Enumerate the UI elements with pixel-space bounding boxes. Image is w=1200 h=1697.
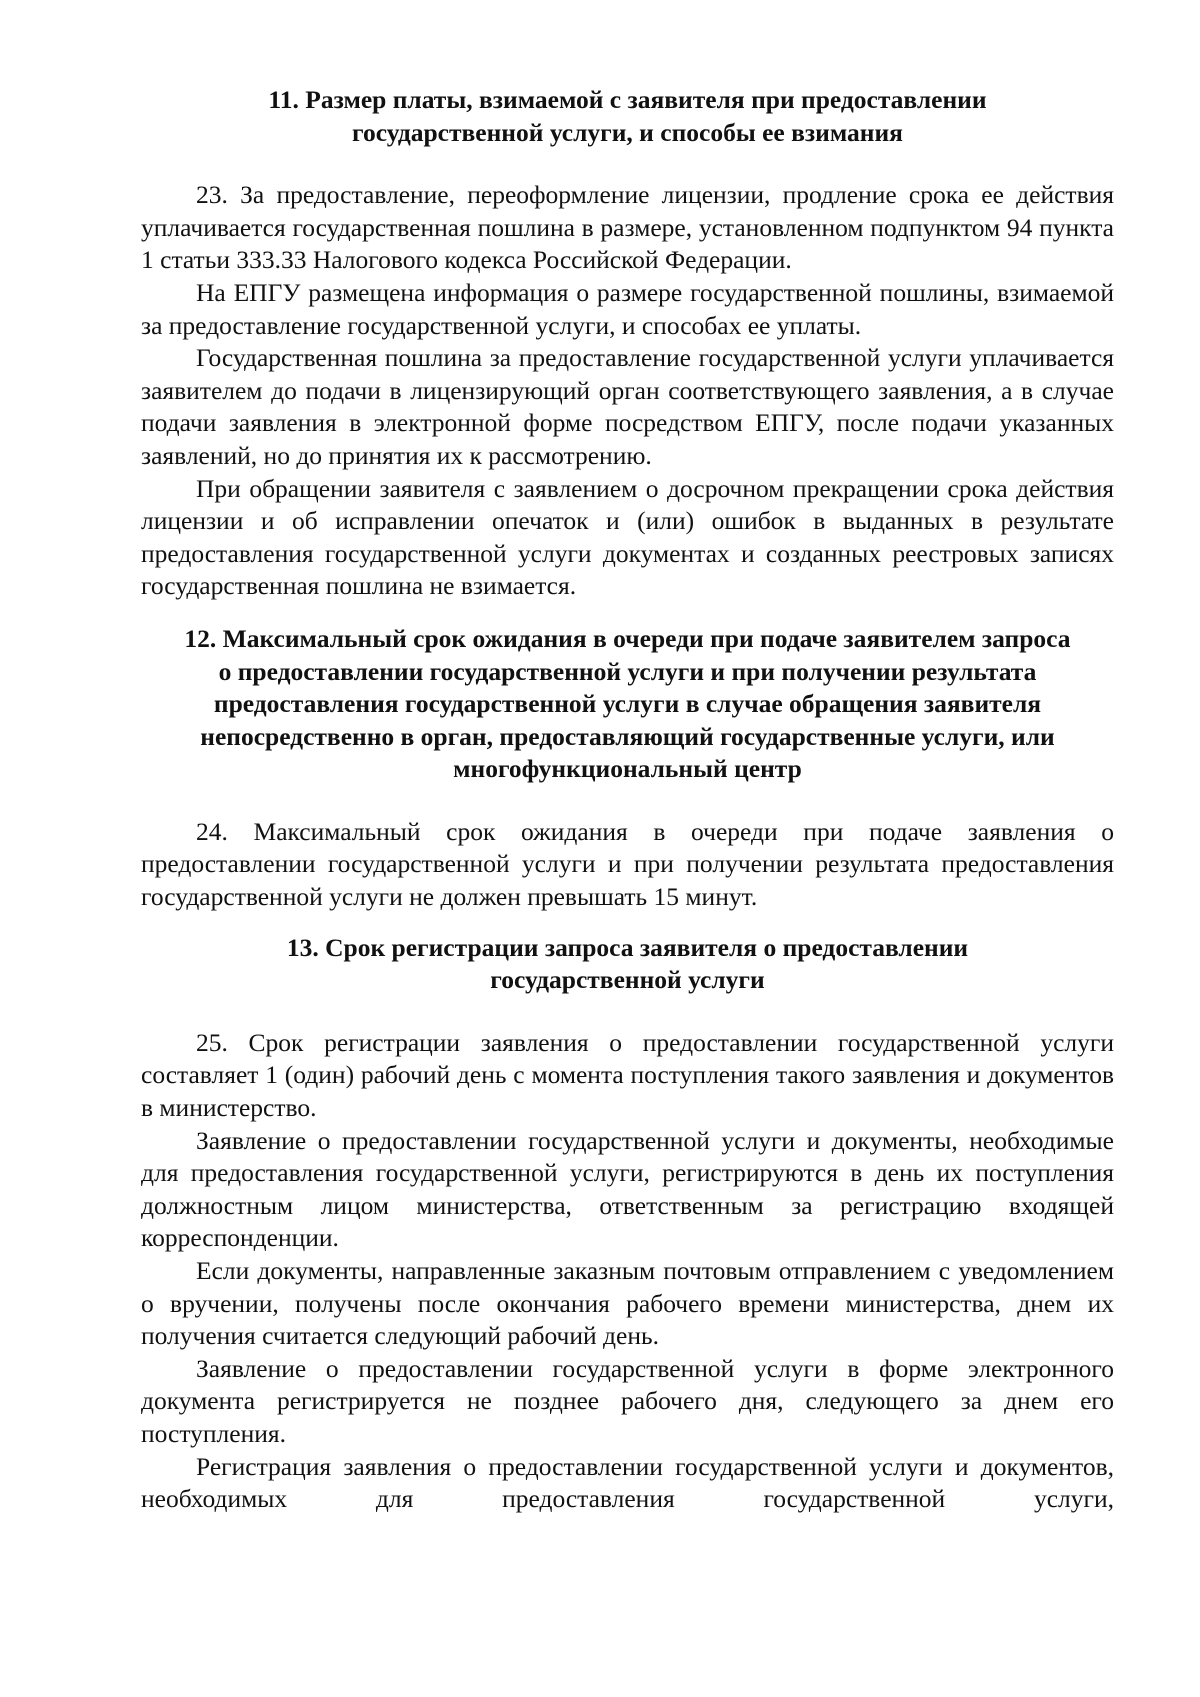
- heading-line: государственной услуги: [490, 965, 765, 995]
- section-13-heading: [141, 932, 1114, 997]
- heading-line: государственной услуги, и способы ее взимания: [352, 117, 903, 147]
- paragraph: При обращении заявителя с заявлением о досрочном прекращении срока действия лицензии и об исправлении опечаток и (или) ошибок в выданных в результате предоставления государственной услуги документах и созданных реестровых записях государственная пошлина не взимается.: [141, 473, 1114, 601]
- heading-line: 12. Максимальный срок ожидания в очереди при подаче заявителем запроса: [184, 623, 1071, 653]
- heading-line: о предоставлении государственной услуги и при получении результата: [218, 656, 1037, 686]
- paragraph: Если документы, направленные заказным почтовым отправлением с уведомлением о вручении, получены после окончания рабочего времени министерства, днем их получения считается следующий рабочий день.: [141, 1256, 1114, 1351]
- section-11-heading: [141, 84, 1114, 149]
- paragraph: Регистрация заявления о предоставлении государственной услуги и документов, необходимых для предоставления государственной услуги,: [141, 1451, 1114, 1514]
- paragraph-25: 25. Срок регистрации заявления о предоставлении государственной услуги составляет 1 (один) рабочий день с момента поступления такого заявления и документов в министерство.: [141, 1027, 1114, 1123]
- paragraph-23: 23. За предоставление, переоформление лицензии, продление срока ее действия уплачивается государственная пошлина в размере, установленном подпунктом 94 пункта 1 статьи 333.33 Налогового кодекса Российской Федерации.: [141, 180, 1114, 275]
- section-12-heading: [141, 623, 1114, 786]
- heading-line: непосредственно в орган, предоставляющий государственные услуги, или: [200, 721, 1055, 751]
- heading-line: предоставления государственной услуги в случае обращения заявителя: [213, 689, 1042, 719]
- paragraph: Заявление о предоставлении государственной услуги в форме электронного документа регистрируется не позднее рабочего дня, следующего за днем его поступления.: [141, 1353, 1114, 1448]
- paragraph: Государственная пошлина за предоставление государственной услуги уплачивается заявителем до подачи в лицензирующий орган соответствующего заявления, а в случае подачи заявления в электронной форме посредством ЕПГУ, после подачи указанных заявлений, но до принятия их к рассмотрению.: [141, 343, 1114, 470]
- heading-line: многофункциональный центр: [453, 754, 802, 784]
- paragraph: На ЕПГУ размещена информация о размере государственной пошлины, взимаемой за предоставление государственной услуги, и способах ее уплаты.: [141, 277, 1114, 340]
- paragraph: Заявление о предоставлении государственной услуги и документы, необходимые для предоставления государственной услуги, регистрируются в день их поступления должностным лицом министерства, ответственным за регистрацию входящей корреспонденции.: [141, 1125, 1114, 1253]
- heading-line: 11. Размер платы, взимаемой с заявителя при предоставлении: [268, 85, 987, 114]
- heading-line: 13. Срок регистрации запроса заявителя о предоставлении: [286, 932, 969, 962]
- paragraph-24: 24. Максимальный срок ожидания в очереди при подаче заявления о предоставлении государственной услуги и при получении результата предоставления государственной услуги не должен превышать 15 минут.: [141, 816, 1114, 912]
